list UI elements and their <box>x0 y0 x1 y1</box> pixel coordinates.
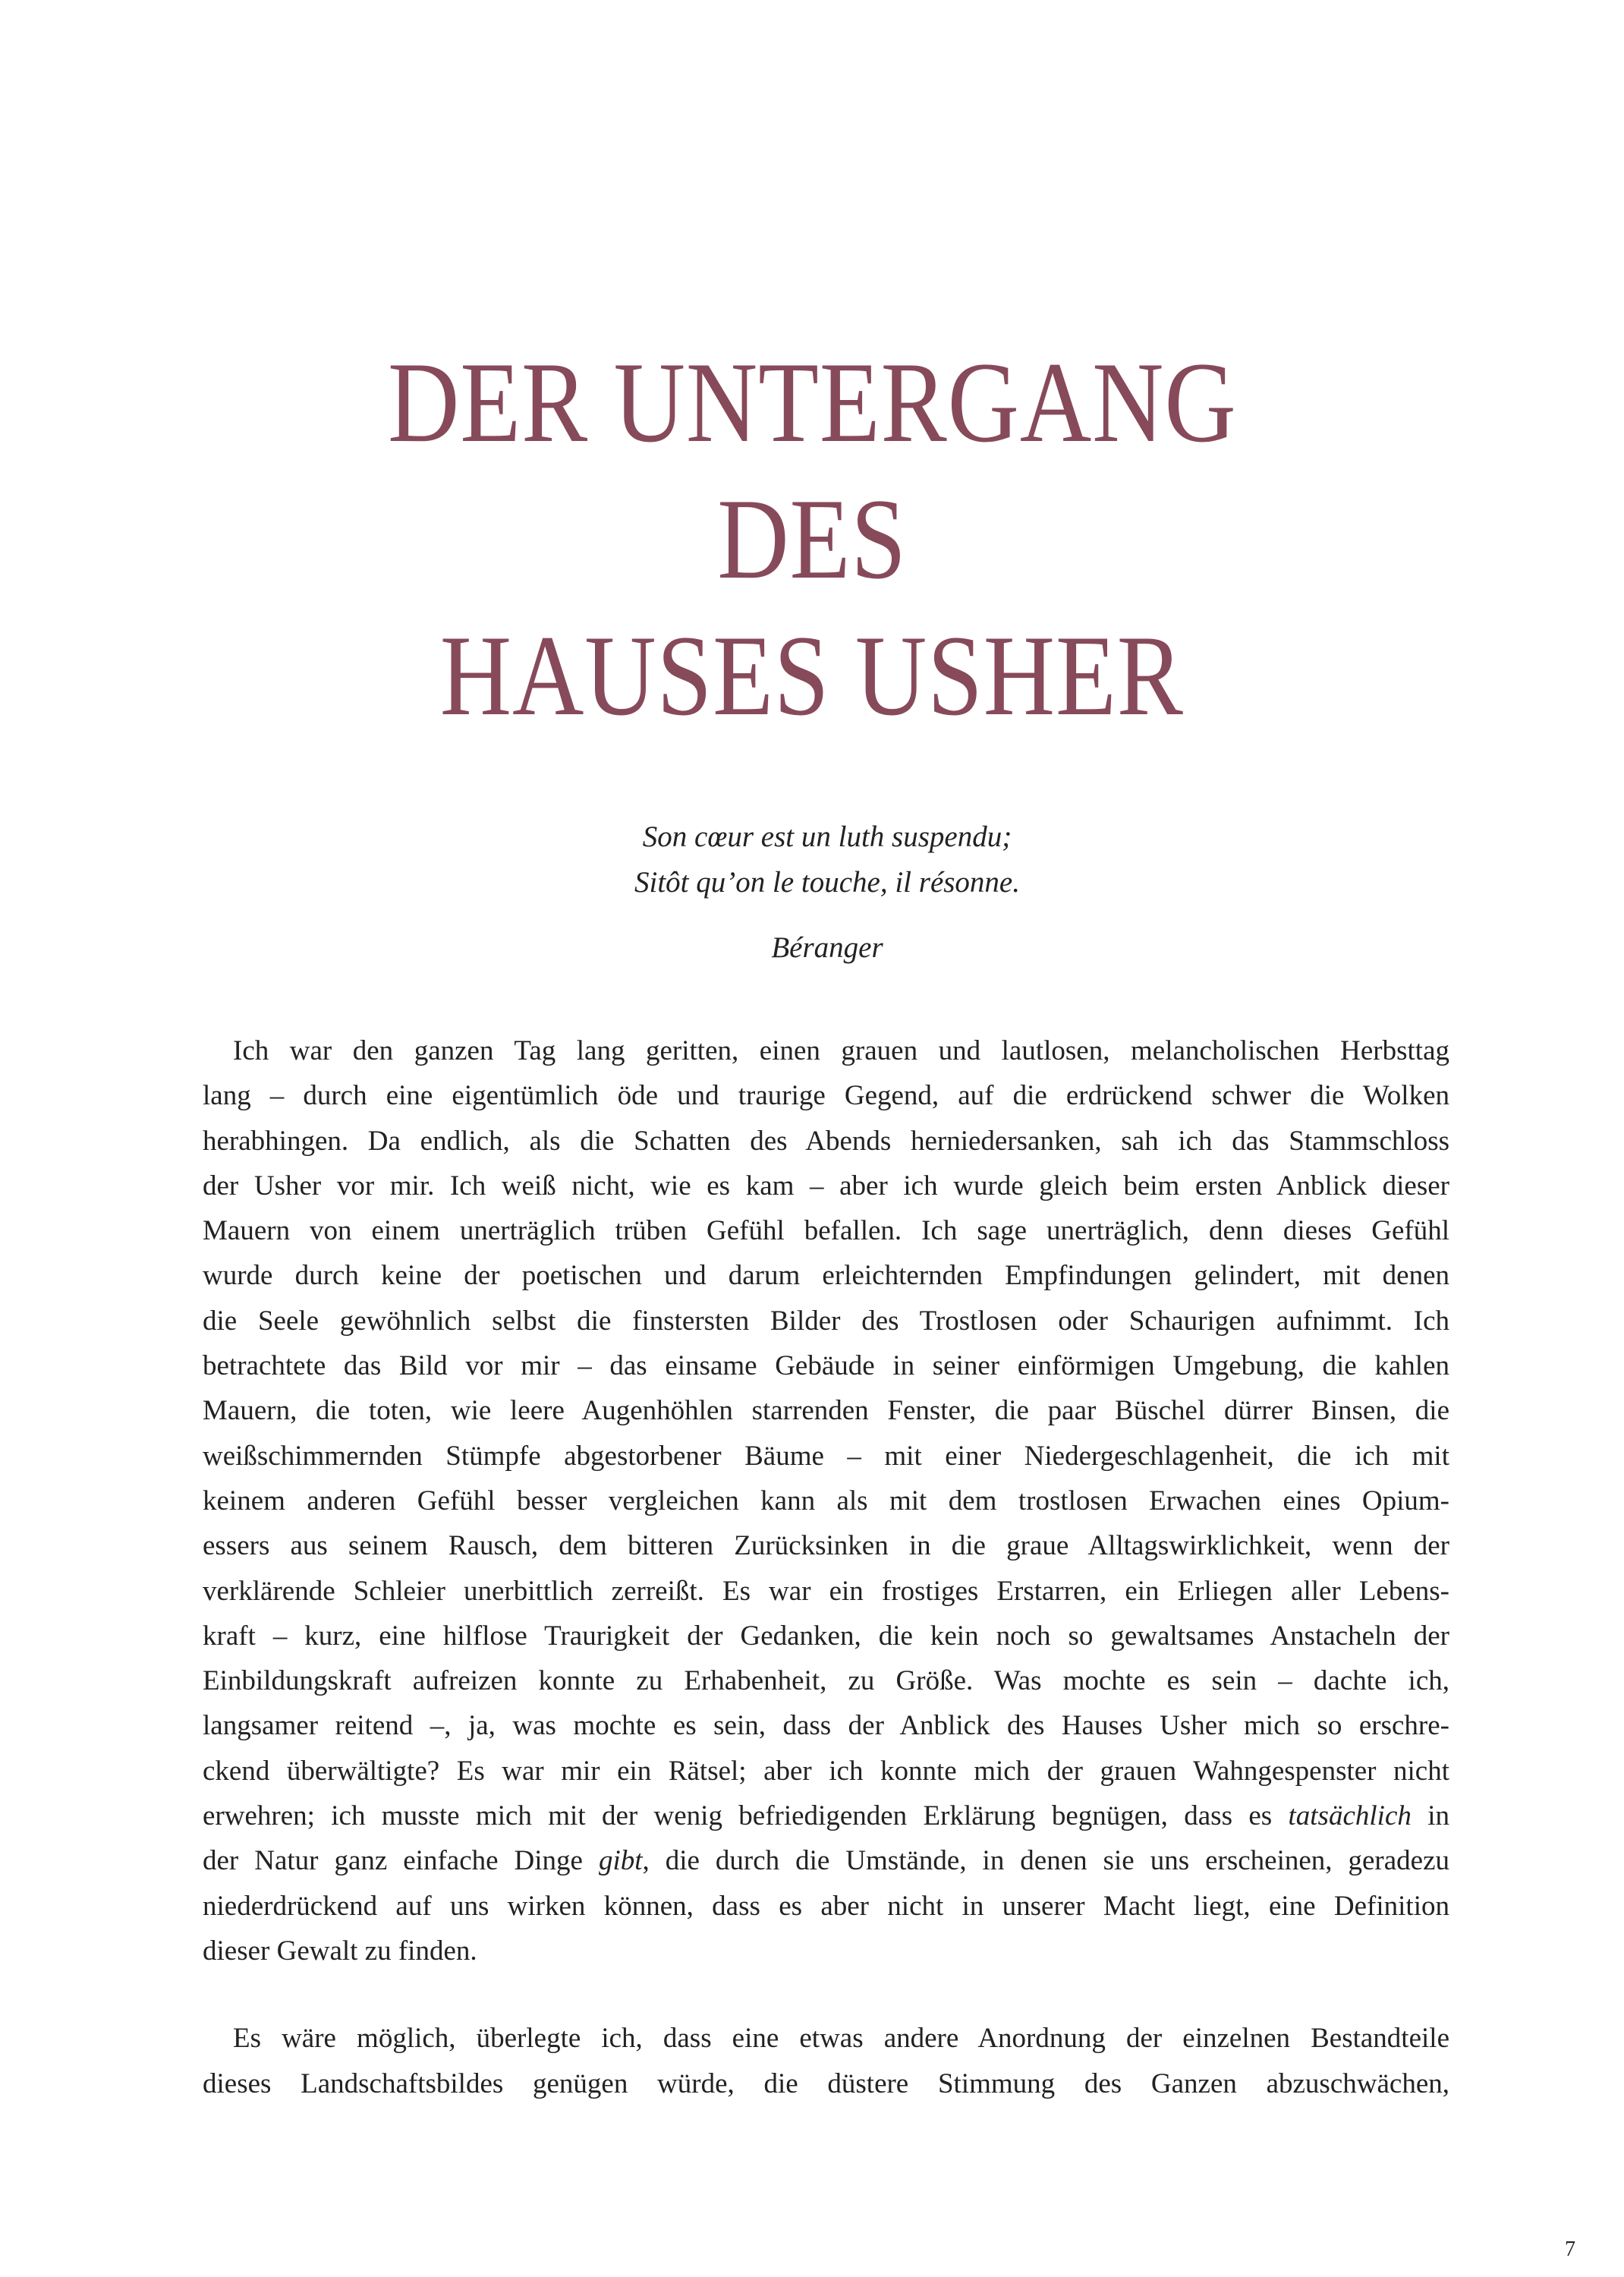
text-line <box>203 1299 1449 1343</box>
page-number: 7 <box>1565 2238 1575 2261</box>
body-text <box>203 1028 1449 2106</box>
text-line <box>203 1523 1449 1568</box>
text-segment: die Seele gewöhnlich selbst die finstersten Bilder des Trostlosen oder Schaurigen aufnimmt. Ich <box>203 1305 1449 1337</box>
text-segment: langsamer reitend –, ja, was mochte es sein, dass der Anblick des Hauses Usher mich so erschre- <box>203 1710 1449 1742</box>
text-segment: niederdrückend auf uns wirken können, dass es aber nicht in unserer Macht liegt, eine Definition <box>203 1890 1449 1922</box>
paragraph <box>203 2016 1449 2106</box>
text-segment: in <box>1411 1800 1449 1832</box>
text-segment: Ich war den ganzen Tag lang geritten, einen grauen und lautlosen, melancholischen Herbsttag <box>233 1035 1449 1066</box>
text-segment: der Natur ganz einfache Dinge <box>203 1845 599 1877</box>
text-segment: Einbildungskraft aufreizen konnte zu Erhabenheit, zu Größe. Was mochte es sein – dachte ich, <box>203 1665 1449 1697</box>
text-segment: lang – durch eine eigentümlich öde und traurige Gegend, auf die erdrückend schwer die Wolken <box>203 1080 1449 1112</box>
text-segment: wurde durch keine der poetischen und darum erleichternden Empfindungen gelindert, mit denen <box>203 1260 1449 1292</box>
text-segment: Es wäre möglich, überlegte ich, dass eine etwas andere Anordnung der einzelnen Bestandteile <box>233 2023 1449 2055</box>
paragraph-gap <box>203 1973 1449 2016</box>
text-segment: , die durch die Umstände, in denen sie uns erscheinen, geradezu <box>642 1845 1450 1877</box>
text-segment: keinem anderen Gefühl besser vergleichen kann als mit dem trostlosen Erwachen eines Opium- <box>203 1485 1449 1516</box>
text-segment: Mauern von einem unerträglich trüben Gefühl befallen. Ich sage unerträglich, denn dieses Gefühl <box>203 1215 1449 1247</box>
text-line <box>203 1749 1449 1794</box>
title-text: DES <box>717 475 907 603</box>
emphasized-text: gibt <box>598 1845 643 1877</box>
text-line <box>203 1703 1449 1748</box>
text-line <box>203 1929 1449 1973</box>
text-line <box>203 1614 1449 1658</box>
epigraph-line-2: Sitôt qu’on le touche, il résonne. <box>634 866 1020 899</box>
text-line <box>203 1343 1449 1388</box>
text-segment: herabhingen. Da endlich, als die Schatten des Abends herniedersanken, sah ich das Stammschloss <box>203 1125 1449 1157</box>
text-segment: ckend überwältigte? Es war mir ein Rätsel; aber ich konnte mich der grauen Wahngespenster nicht <box>203 1755 1449 1787</box>
text-line <box>203 1119 1449 1164</box>
title-text: DER UNTERGANG <box>387 339 1237 466</box>
text-segment: betrachtete das Bild vor mir – das einsame Gebäude in seiner einförmigen Umgebung, die kahlen <box>203 1350 1449 1382</box>
epigraph-line-1: Son cœur est un luth suspendu; <box>642 820 1012 853</box>
text-line <box>203 1253 1449 1298</box>
text-segment: dieser Gewalt zu finden. <box>203 1935 477 1967</box>
chapter-title-line-1 <box>0 334 1624 471</box>
epigraph-author: Béranger <box>771 931 883 964</box>
text-line <box>203 1073 1449 1118</box>
text-line <box>203 1794 1449 1838</box>
title-text: HAUSES USHER <box>440 612 1184 739</box>
text-line <box>203 2061 1449 2106</box>
text-line <box>203 1658 1449 1703</box>
text-segment: Mauern, die toten, wie leere Augenhöhlen starrenden Fenster, die paar Büschel dürrer Binsen, die <box>203 1395 1449 1427</box>
text-segment: kraft – kurz, eine hilflose Traurigkeit der Gedanken, die kein noch so gewaltsames Anstacheln der <box>203 1620 1449 1652</box>
text-segment: verklärende Schleier unerbittlich zerreißt. Es war ein frostiges Erstarren, ein Erliegen aller Lebens- <box>203 1575 1449 1607</box>
text-line <box>203 1838 1449 1883</box>
text-segment: essers aus seinem Rausch, dem bitteren Zurücksinken in die graue Alltagswirklichkeit, wenn der <box>203 1530 1449 1562</box>
text-segment: dieses Landschaftsbildes genügen würde, die düstere Stimmung des Ganzen abzuschwächen, <box>203 2068 1449 2099</box>
text-segment: erwehren; ich musste mich mit der wenig befriedigenden Erklärung begnügen, dass es <box>203 1800 1289 1832</box>
paragraph <box>203 1028 1449 1973</box>
text-line <box>203 2016 1449 2061</box>
text-line <box>203 1028 1449 1073</box>
chapter-title-line-3 <box>0 607 1624 744</box>
text-line <box>203 1164 1449 1208</box>
text-line <box>203 1434 1449 1479</box>
emphasized-text: tatsächlich <box>1288 1800 1412 1832</box>
chapter-title-line-2 <box>0 471 1624 607</box>
text-line <box>203 1884 1449 1929</box>
text-segment: weißschimmernden Stümpfe abgestorbener Bäume – mit einer Niedergeschlagenheit, die ich mit <box>203 1440 1449 1472</box>
text-segment: der Usher vor mir. Ich weiß nicht, wie es kam – aber ich wurde gleich beim ersten Anblick dieser <box>203 1170 1449 1201</box>
text-line <box>203 1208 1449 1253</box>
text-line <box>203 1569 1449 1614</box>
text-line <box>203 1479 1449 1523</box>
text-line <box>203 1388 1449 1433</box>
